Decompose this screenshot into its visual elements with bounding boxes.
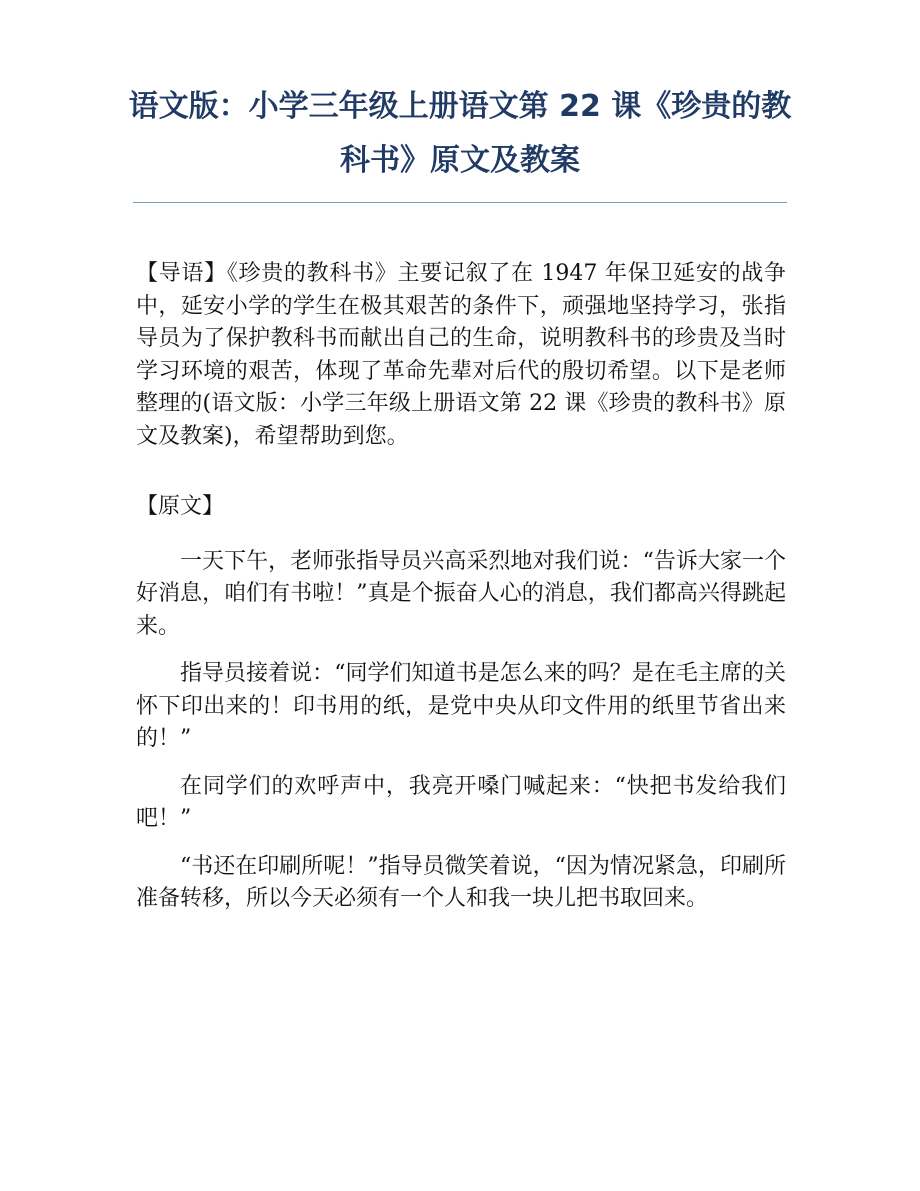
document-title: 语文版：小学三年级上册语文第 22 课《珍贵的教科书》原文及教案	[128, 89, 792, 178]
body-paragraph: 指导员接着说：“同学们知道书是怎么来的吗？是在毛主席的关怀下印出来的！印书用的纸，是党中央从印文件用的纸里节省出来的！”	[136, 661, 786, 751]
document-body	[136, 258, 786, 916]
title-divider	[133, 202, 787, 203]
body-paragraph: 在同学们的欢呼声中，我亮开嗓门喊起来：“快把书发给我们吧！”	[136, 773, 786, 831]
body-paragraph: “书还在印刷所呢！”指导员微笑着说，“因为情况紧急，印刷所准备转移，所以今天必须有一个人和我一块儿把书取回来。	[136, 853, 786, 911]
body-paragraph: 一天下午，老师张指导员兴高采烈地对我们说：“告诉大家一个好消息，咱们有书啦！”真是个振奋人心的消息，我们都高兴得跳起来。	[136, 548, 786, 639]
intro-paragraph: 【导语】《珍贵的教科书》主要记叙了在 1947 年保卫延安的战争中，延安小学的学生在极其艰苦的条件下，顽强地坚持学习，张指导员为了保护教科书而献出自己的生命，说明教科书的珍贵及当时学习环境的艰苦，体现了革命先辈对后代的殷切希望。以下是老师整理的(语文版：小学三年级上册语文第 22 课《珍贵的教科书》原文及教案)，希望帮助到您。	[136, 261, 786, 449]
section-label-original-text: 【原文】	[136, 494, 225, 519]
